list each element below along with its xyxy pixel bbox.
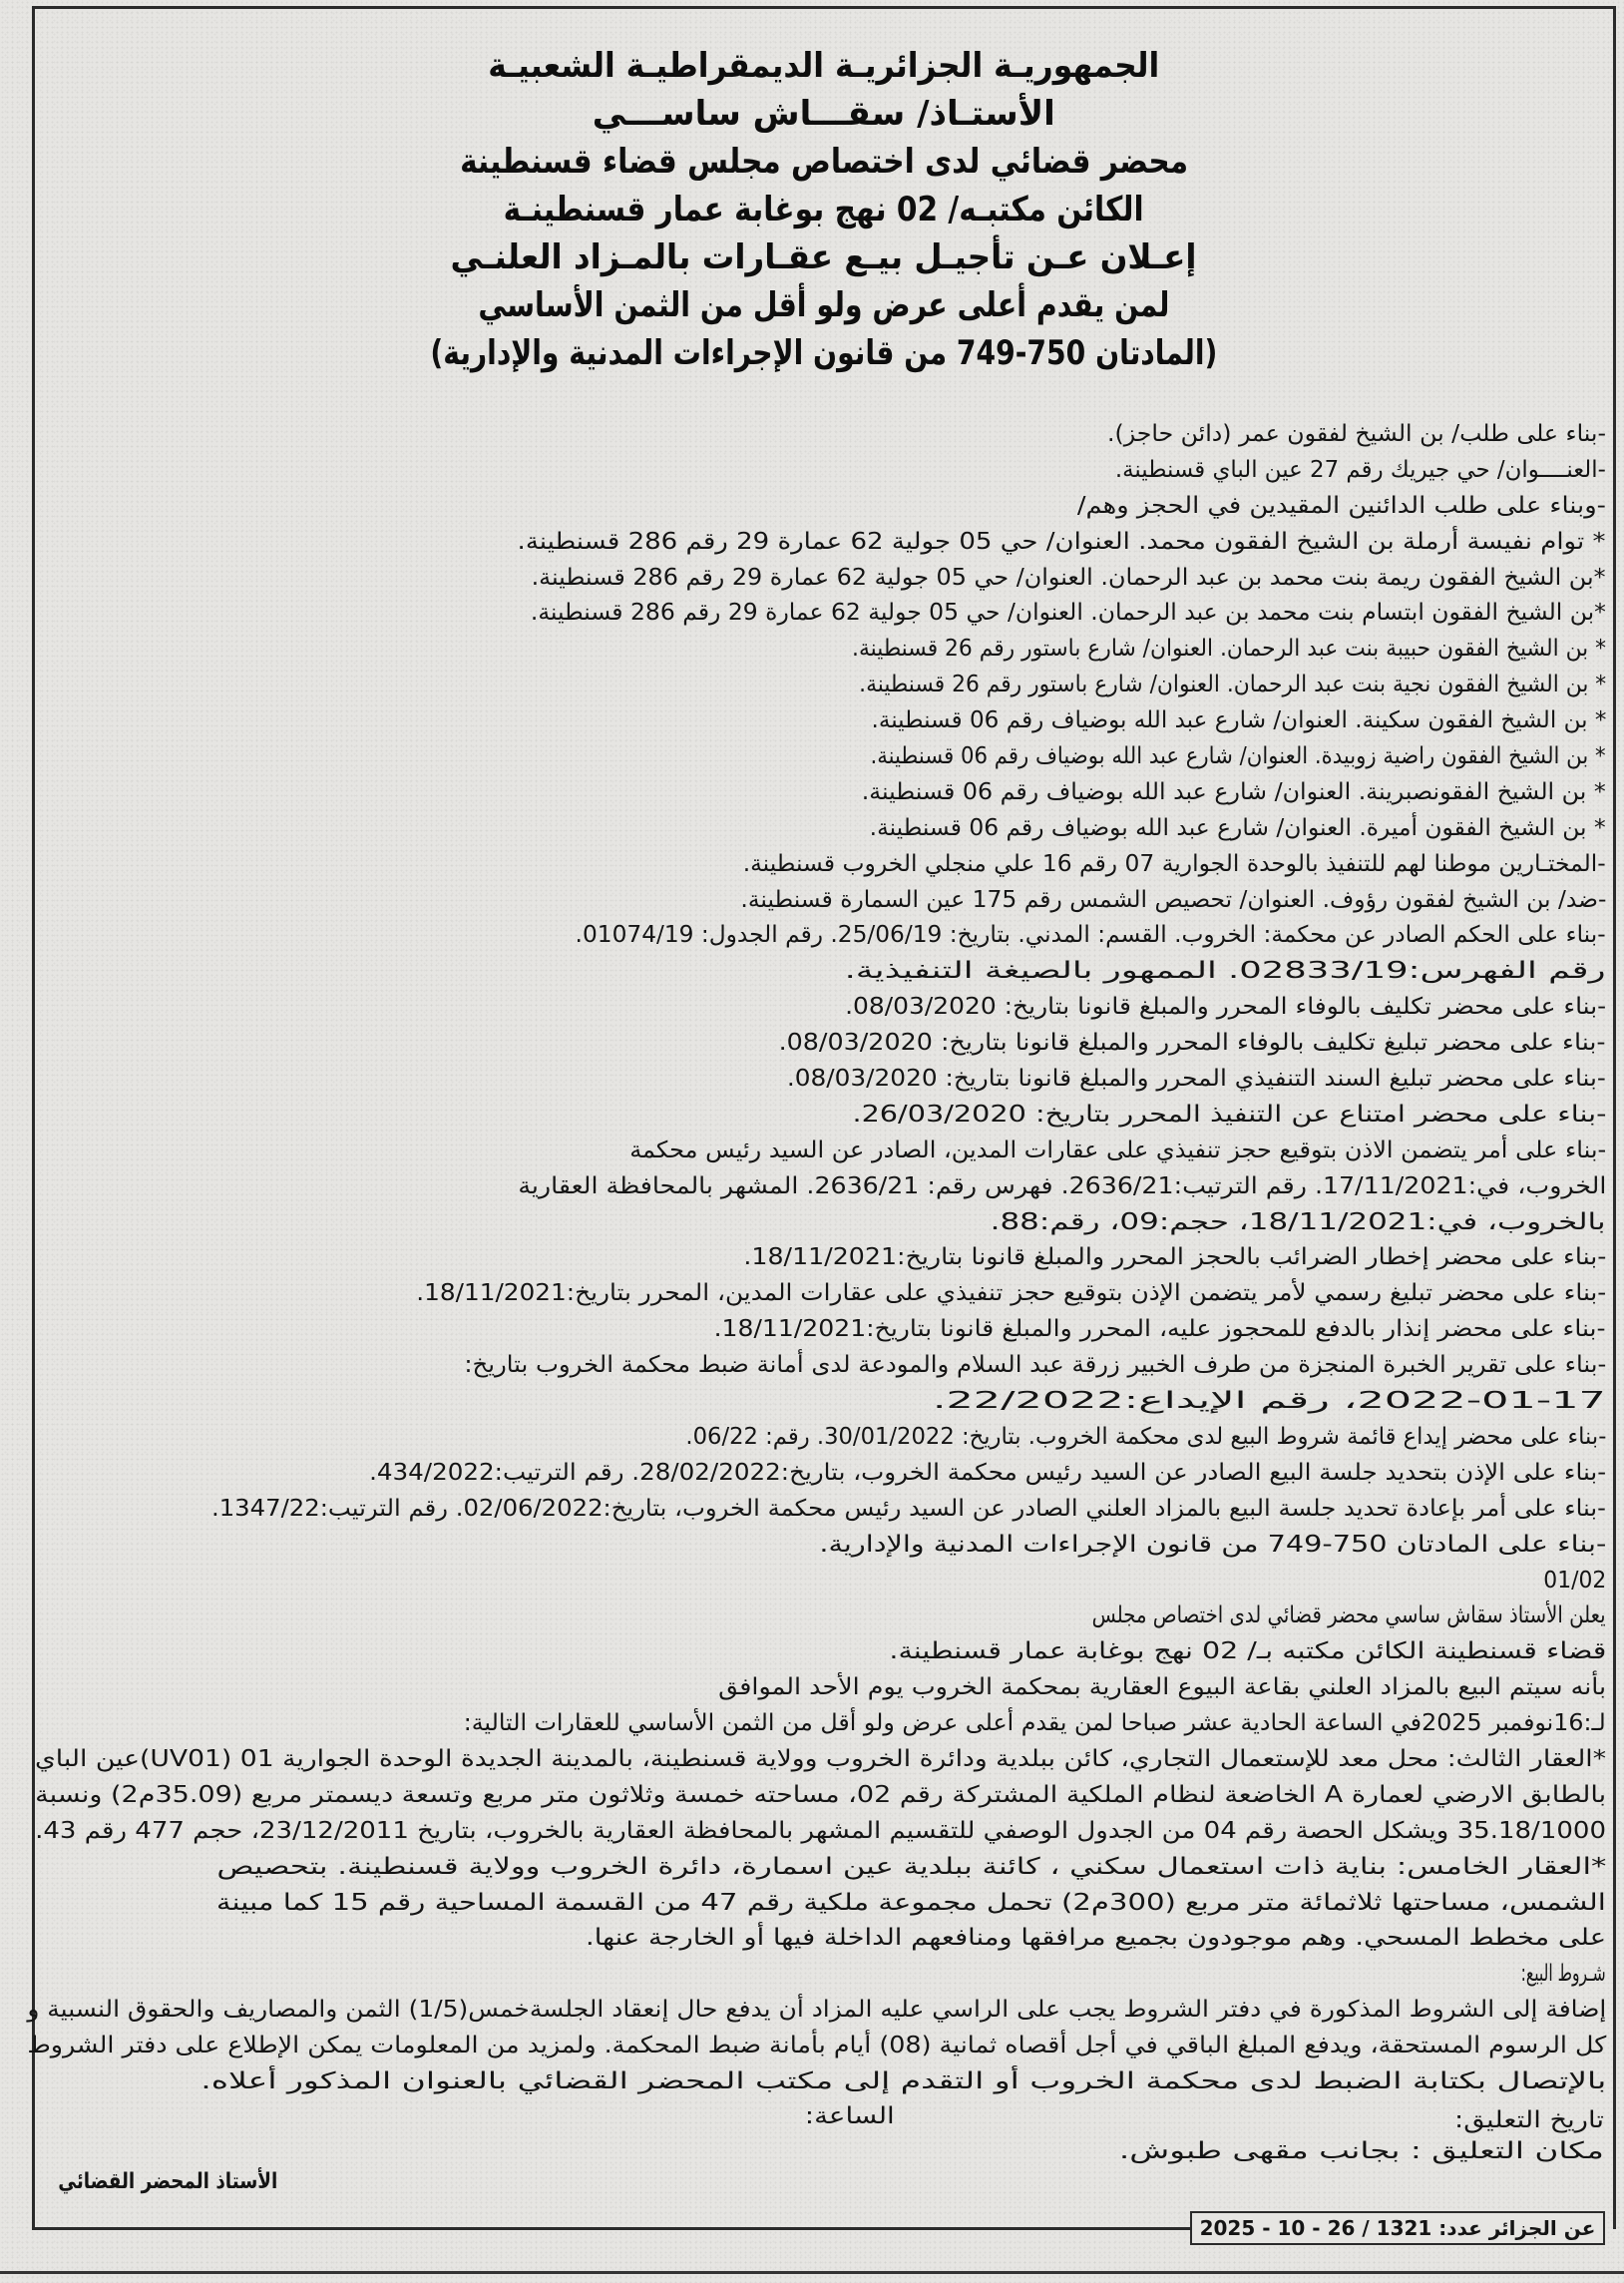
body-line-text: بأنه سيتم البيع بالمزاد العلني بقاعة البيوع العقارية بمحكمة الخروب يوم الأحد الموافق bbox=[717, 1674, 1606, 1701]
body-line-text: -بناء على محضر إيداع قائمة شروط البيع لدى محكمة الخروب. بتاريخ: 30/01/2022. رقم: 06/22. bbox=[684, 1423, 1606, 1450]
body-line bbox=[20, 1706, 1606, 1742]
body-line bbox=[20, 1492, 1606, 1528]
body-line bbox=[20, 1384, 1606, 1420]
body-line bbox=[20, 918, 1606, 954]
body-line bbox=[20, 2029, 1606, 2064]
body-line-text: * بن الشيخ الفقون حبيبة بنت عبد الرحمان. العنوان/ شارع باستور رقم 26 قسنطينة. bbox=[852, 636, 1606, 663]
body-line bbox=[20, 1778, 1606, 1814]
body-line bbox=[20, 1134, 1606, 1169]
signature-title: الأستاذ المحضر القضائي bbox=[58, 2169, 277, 2194]
body-line-text: -ضد/ بن الشيخ لفقون رؤوف. العنوان/ تحصيص الشمس رقم 175 عين السمارة قسنطينة. bbox=[739, 886, 1606, 913]
body-line-text: إضافة إلى الشروط المذكورة في دفتر الشروط يجب على الراسي عليه المزاد أن يدفع حال إنعقاد الجلسةخمس(1/5) الثمن والمصاريف والحقوق النسبية و bbox=[27, 1997, 1606, 2024]
body-line bbox=[20, 2064, 1606, 2100]
body-line bbox=[20, 990, 1606, 1026]
body-line-text: بالخروب، في:18/11/2021، حجم:09، رقم:88. bbox=[991, 1208, 1606, 1235]
body-line bbox=[20, 489, 1606, 525]
body-line bbox=[20, 739, 1606, 775]
posting-time-label: الساعة: bbox=[804, 2103, 895, 2129]
body-line bbox=[20, 1098, 1606, 1134]
body-line bbox=[20, 883, 1606, 919]
header-line-text: الأستـاذ/ سقـــاش ساســـي bbox=[592, 94, 1055, 134]
body-line-text: -بناء على محضر تكليف بالوفاء المحرر والمبلغ قانونا بتاريخ: 08/03/2020. bbox=[844, 994, 1606, 1021]
body-line-text: -العنــــوان/ حي جيريك رقم 27 عين الباي قسنطينة. bbox=[1114, 456, 1606, 483]
body-line bbox=[20, 1564, 1606, 1599]
body-line bbox=[20, 596, 1606, 632]
body-line-text: -المختـارين موطنا لهم للتنفيذ بالوحدة الجوارية 07 رقم 16 علي منجلي الخروب قسنطينة. bbox=[742, 850, 1606, 877]
body-line-text: لـ:16نوفمبر 2025في الساعة الحادية عشر صباحا لمن يقدم أعلى عرض ولو أقل من الثمن الأساسي للعقارات التالية: bbox=[464, 1710, 1606, 1737]
body-line bbox=[20, 1205, 1606, 1241]
body-line bbox=[20, 811, 1606, 847]
body-line bbox=[20, 1276, 1606, 1312]
body-line-text: -وبناء على طلب الدائنين المقيدين في الحجز وهم/ bbox=[1076, 492, 1606, 519]
body-line-text: -بناء على أمر يتضمن الاذن بتوقيع حجز تنفيذي على عقارات المدين، الصادر عن السيد رئيس محكمة bbox=[629, 1137, 1606, 1163]
body-line-text: بالإتصال بكتابة الضبط لدى محكمة الخروب أو التقدم إلى مكتب المحضر القضائي بالعنوان المذكور أعلاه. bbox=[200, 2067, 1606, 2094]
body-line bbox=[20, 1814, 1606, 1850]
body-line-text: -بناء على محضر تبليغ رسمي لأمر يتضمن الإذن بتوقيع حجز تنفيذي على عقارات المدين، المحرر بتاريخ:18/11/2021. bbox=[415, 1280, 1606, 1307]
newspaper-source-badge bbox=[1190, 2211, 1605, 2245]
body-line-text: 2022-01-17، رقم الإيداع:22/2022. bbox=[932, 1388, 1606, 1415]
body-line bbox=[20, 1598, 1606, 1634]
body-line bbox=[20, 453, 1606, 489]
body-line-text: *بن الشيخ الفقون ريمة بنت محمد بن عبد الرحمان. العنوان/ حي 05 جولية 62 عمارة 29 رقم 286 قسنطينة. bbox=[532, 564, 1606, 591]
body-line-text: * بن الشيخ الفقون راضية زوبيدة. العنوان/ شارع عبد الله بوضياف رقم 06 قسنطينة. bbox=[870, 743, 1606, 770]
body-line bbox=[20, 1169, 1606, 1205]
body-line bbox=[20, 417, 1606, 453]
body-line bbox=[20, 1886, 1606, 1922]
body-line bbox=[20, 1670, 1606, 1706]
notice-header bbox=[32, 42, 1616, 377]
body-line-text: بالطابق الارضي لعمارة A الخاضعة لنظام الملكية المشتركة رقم 02، مساحته خمسة وثلاثون متر مربع وتسعة ديسمتر مربع (35.09م2) ونسبة bbox=[34, 1781, 1606, 1808]
header-line bbox=[32, 90, 1616, 138]
notice-border-bottom bbox=[32, 2227, 1194, 2230]
body-line bbox=[20, 525, 1606, 561]
header-line bbox=[32, 281, 1616, 329]
body-line bbox=[20, 847, 1606, 883]
body-line bbox=[20, 703, 1606, 739]
header-line-text: الجمهوريـة الجزائريـة الديمقراطيـة الشعبيـة bbox=[488, 46, 1160, 86]
body-line-text: -بناء على محضر امتناع عن التنفيذ المحرر بتاريخ: 26/03/2020. bbox=[852, 1101, 1606, 1128]
header-line bbox=[32, 42, 1616, 90]
body-line-text: -بناء على طلب/ بن الشيخ لفقون عمر (دائن حاجز). bbox=[1107, 421, 1606, 447]
body-line-text: -بناء على محضر تبليغ السند التنفيذي المحرر والمبلغ قانونا بتاريخ: 08/03/2020. bbox=[787, 1066, 1606, 1093]
body-line-text: قضاء قسنطينة الكائن مكتبه بـ/ 02 نهج بوغابة عمار قسنطينة. bbox=[888, 1638, 1606, 1665]
body-line bbox=[20, 1026, 1606, 1062]
body-line-text: 35.18/1000 ويشكل الحصة رقم 04 من الجدول الوصفي للتقسيم المشهر بالمحافظة العقارية بالخروب، بتاريخ 23/12/2011، حجم 477 رقم 43. bbox=[35, 1817, 1606, 1844]
body-line bbox=[20, 1742, 1606, 1778]
body-line bbox=[20, 775, 1606, 811]
body-line-text: *العقار الثالث: محل معد للإستعمال التجاري، كائن ببلدية ودائرة الخروب وولاية قسنطينة، بالمدينة الجديدة الوحدة الجوارية 01 (UV01)عين الباي bbox=[34, 1745, 1606, 1772]
header-line bbox=[32, 186, 1616, 233]
notice-body bbox=[20, 417, 1606, 2100]
header-line bbox=[32, 233, 1616, 281]
posting-place: مكان التعليق : بجانب مقهى طبوش. bbox=[1119, 2138, 1604, 2164]
header-line-text: إعـلان عـن تأجيـل بيـع عقـارات بالمـزاد العلنـي bbox=[450, 237, 1197, 277]
body-line-text: شـروط البيع: bbox=[1520, 1961, 1606, 1988]
header-line bbox=[32, 329, 1616, 377]
body-line-text: *بن الشيخ الفقون ابتسام بنت محمد بن عبد الرحمان. العنوان/ حي 05 جولية 62 عمارة 29 رقم 286 قسنطينة. bbox=[530, 600, 1606, 627]
body-line-text: على مخطط المسحي. وهم موجودون بجميع مرافقها ومنافعهم الداخلة فيها أو الخارجة عنها. bbox=[585, 1925, 1606, 1952]
header-line-text: لمن يقدم أعلى عرض ولو أقل من الثمن الأساسي bbox=[478, 285, 1170, 325]
body-line bbox=[20, 1420, 1606, 1456]
body-line-text: يعلن الأستاذ سقاش ساسي محضر قضائي لدى اختصاص مجلس bbox=[1092, 1602, 1606, 1629]
page-divider bbox=[0, 2271, 1624, 2274]
body-line bbox=[20, 1957, 1606, 1993]
body-line bbox=[20, 1528, 1606, 1564]
body-line bbox=[20, 1993, 1606, 2029]
body-line bbox=[20, 1062, 1606, 1098]
body-line-text: الشمس، مساحتها ثلاثمائة متر مربع (300م2) تحمل مجموعة ملكية رقم 47 من القسمة المساحية رقم 15 كما مبينة bbox=[215, 1889, 1606, 1916]
posting-date-label: تاريخ التعليق: bbox=[1453, 2107, 1604, 2133]
body-line-text: -بناء على أمر بإعادة تحديد جلسة البيع بالمزاد العلني الصادر عن السيد رئيس محكمة الخروب، بتاريخ:02/06/2022. رقم الترتيب:1347/22. bbox=[211, 1495, 1606, 1522]
body-line bbox=[20, 1348, 1606, 1384]
body-line-text: -بناء على الإذن بتحديد جلسة البيع الصادر عن السيد رئيس محكمة الخروب، بتاريخ:28/02/2022. رقم الترتيب:434/2022. bbox=[368, 1459, 1606, 1486]
body-line bbox=[20, 954, 1606, 990]
body-line-text: رقم الفهرس:02833/19. الممهور بالصيغة التنفيذية. bbox=[844, 958, 1606, 985]
body-line-text: -بناء على الحكم الصادر عن محكمة: الخروب. القسم: المدني. بتاريخ: 25/06/19. رقم الجدول: 01074/19. bbox=[575, 922, 1606, 949]
body-line bbox=[20, 1456, 1606, 1492]
body-line-text: كل الرسوم المستحقة، ويدفع المبلغ الباقي في أجل أقصاه ثمانية (08) أيام بأمانة ضبط المحكمة. ولمزيد من المعلومات يمكن الإطلاع على دفتر الشروط bbox=[27, 2033, 1606, 2059]
body-line-text: -بناء على محضر تبليغ تكليف بالوفاء المحرر والمبلغ قانونا بتاريخ: 08/03/2020. bbox=[778, 1030, 1606, 1057]
body-line-text: *العقار الخامس: بناية ذات استعمال سكني ، كائنة ببلدية عين اسمارة، دائرة الخروب وولاية قسنطينة. بتحصيص bbox=[215, 1853, 1606, 1880]
body-line bbox=[20, 1634, 1606, 1670]
body-line bbox=[20, 668, 1606, 703]
header-line-text: (المادتان 750-749 من قانون الإجراءات المدنية والإدارية) bbox=[430, 333, 1218, 373]
body-line-text: -بناء على محضر إخطار الضرائب بالحجز المحرر والمبلغ قانونا بتاريخ:18/11/2021. bbox=[743, 1244, 1606, 1271]
body-line bbox=[20, 1850, 1606, 1886]
body-line bbox=[20, 632, 1606, 668]
body-line bbox=[20, 1312, 1606, 1348]
body-line-text: * بن الشيخ الفقون أميرة. العنوان/ شارع عبد الله بوضياف رقم 06 قسنطينة. bbox=[869, 814, 1606, 841]
source-text: عن الجزائر عدد: 1321 / 26 - 10 - 2025 bbox=[1199, 2216, 1596, 2240]
body-line bbox=[20, 1240, 1606, 1276]
body-line-text: -بناء على تقرير الخبرة المنجزة من طرف الخبير زرقة عبد السلام والمودعة لدى أمانة ضبط محكمة الخروب بتاريخ: bbox=[464, 1352, 1606, 1379]
body-line-text: * بن الشيخ الفقون سكينة. العنوان/ شارع عبد الله بوضياف رقم 06 قسنطينة. bbox=[871, 707, 1606, 734]
body-line-text: -بناء على المادتان 750-749 من قانون الإجراءات المدنية والإدارية. bbox=[819, 1531, 1606, 1558]
body-line-text: * بن الشيخ الفقون نجية بنت عبد الرحمان. العنوان/ شارع باستور رقم 26 قسنطينة. bbox=[858, 672, 1606, 698]
body-line-text: * بن الشيخ الفقونصبرينة. العنوان/ شارع عبد الله بوضياف رقم 06 قسنطينة. bbox=[861, 778, 1606, 805]
body-line-text: 01/02 bbox=[1542, 1567, 1606, 1594]
body-line bbox=[20, 561, 1606, 597]
header-line-text: الكائن مكتبـه/ 02 نهج بوغابة عمار قسنطينـة bbox=[503, 190, 1144, 229]
body-line-text: -بناء على محضر إنذار بالدفع للمحجوز عليه، المحرر والمبلغ قانونا بتاريخ:18/11/2021. bbox=[713, 1316, 1606, 1343]
header-line-text: محضر قضائي لدى اختصاص مجلس قضاء قسنطينة bbox=[460, 142, 1188, 182]
body-line bbox=[20, 1921, 1606, 1957]
body-line-text: الخروب، في:17/11/2021. رقم الترتيب:2636/21. فهرس رقم: 2636/21. المشهر بالمحافظة العقارية bbox=[517, 1172, 1606, 1199]
body-line-text: * توام نفيسة أرملة بن الشيخ الفقون محمد. العنوان/ حي 05 جولية 62 عمارة 29 رقم 286 قسنطينة. bbox=[518, 528, 1606, 555]
header-line bbox=[32, 138, 1616, 186]
